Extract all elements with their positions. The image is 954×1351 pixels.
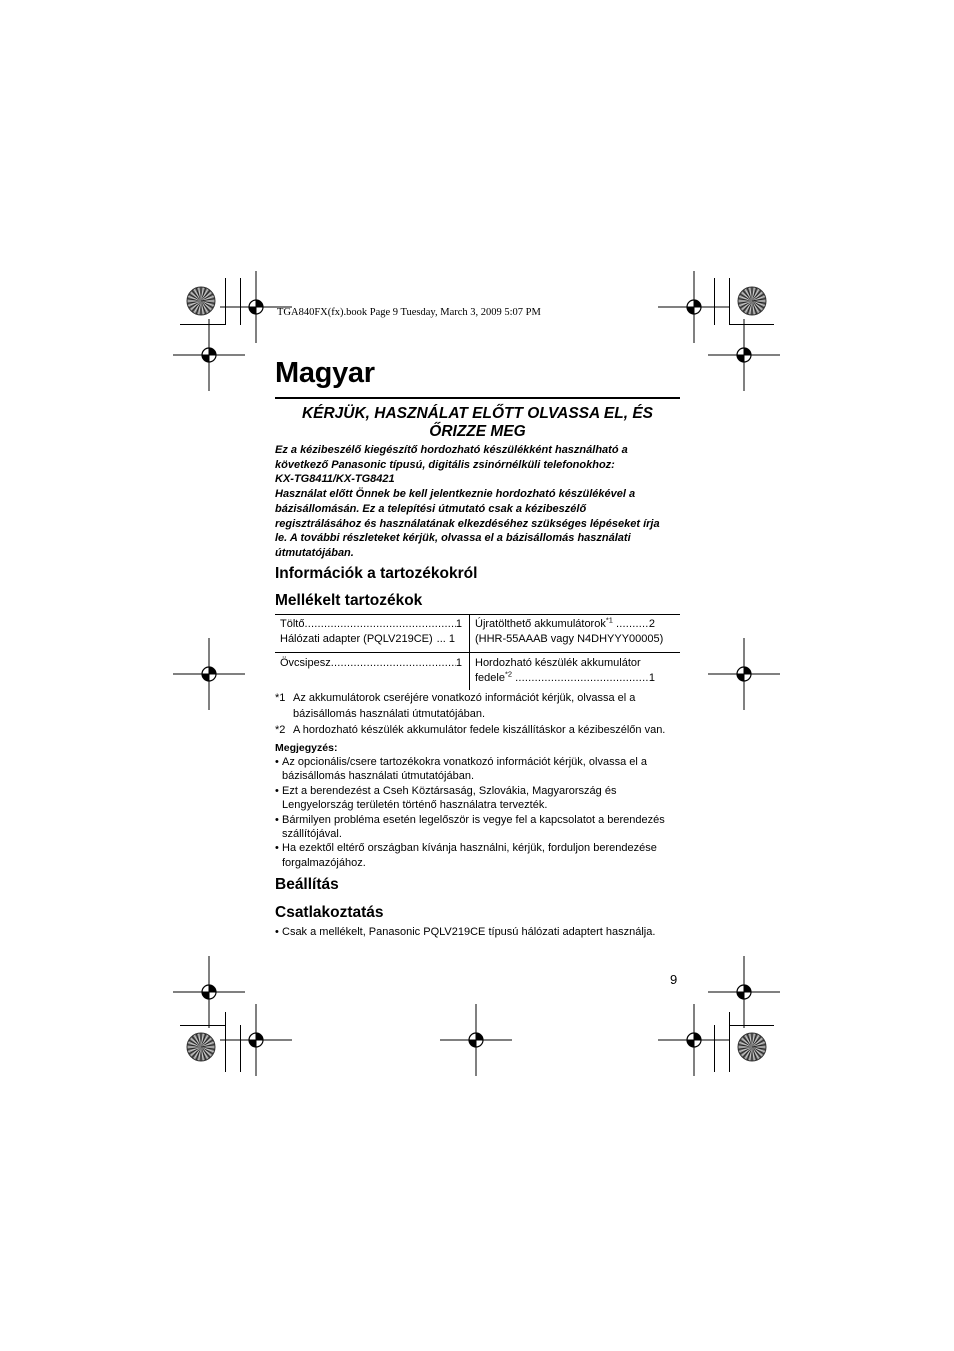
intro-line: regisztrálásához és használatának elkezdéséhez szükséges lépéseket írja: [275, 517, 660, 530]
page-title: Magyar: [275, 357, 375, 389]
note-title: Megjegyzés:: [275, 742, 338, 754]
title-rule: [275, 397, 680, 399]
intro-line: KX-TG8411/KX-TG8421: [275, 473, 395, 486]
accessory-qty: 1: [455, 657, 462, 669]
intro-line: le. A további részleteket kérjük, olvassa el a bázisállomás használati: [275, 532, 631, 545]
accessory-name: Övcsipesz: [280, 657, 331, 669]
note-text: szállítójával.: [282, 828, 342, 841]
accessory-name: Töltő: [280, 618, 305, 630]
book-info-line: TGA840FX(fx).book Page 9 Tuesday, March 3, 2009 5:07 PM: [277, 307, 541, 318]
connection-note: [275, 925, 690, 939]
accessory-name: Hordozható készülék akkumulátor: [475, 657, 641, 669]
leader-dots: [616, 617, 649, 632]
accessory-qty: 2: [648, 618, 655, 630]
list-item: • Az opcionális/csere tartozékokra vonatkozó információt kérjük, olvassa el a bázisállomás használati útmutatójában.: [275, 756, 648, 783]
footnote-text: A hordozható készülék akkumulátor fedele kiszállításkor a kézibeszélőn van.: [293, 724, 666, 736]
intro-paragraph: [275, 443, 685, 561]
note-text: Csak a mellékelt, Panasonic PQLV219CE típusú hálózati adaptert használja.: [282, 926, 656, 938]
crosshair-mark-icon: [220, 1004, 293, 1077]
star-target-icon: [737, 1032, 767, 1062]
leader-dots: [304, 617, 455, 632]
crosshair-mark-icon: [708, 319, 781, 392]
note-text: Ezt a berendezést a Cseh Köztársaság, Szlovákia, Magyarország és: [282, 784, 617, 797]
list-item: • Ha ezektől eltérő országban kívánja használni, kérjük, forduljon berendezése forgalmazójához.: [275, 842, 657, 869]
footnote-ref: *1: [605, 615, 613, 625]
crosshair-mark-icon: [708, 638, 781, 711]
intro-line: útmutatójában.: [275, 546, 354, 559]
footnote-mark: *1: [275, 692, 286, 704]
table-cell: [280, 617, 462, 646]
footnote-text: Az akkumulátorok cseréjére vonatkozó információt kérjük, olvassa el a: [293, 692, 636, 704]
note-text: Lengyelország területén történő használatra tervezték.: [282, 799, 548, 812]
heading-accessory-info: Információk a tartozékokról: [275, 565, 478, 582]
table-cell: [280, 656, 462, 671]
heading-connection: Csatlakoztatás: [275, 904, 384, 921]
crosshair-mark-icon: [658, 1004, 731, 1077]
list-item: • Csak a mellékelt, Panasonic PQLV219CE típusú hálózati adaptert használja.: [275, 926, 656, 938]
star-target-icon: [737, 286, 767, 316]
heading-setup: Beállítás: [275, 876, 339, 893]
crosshair-mark-icon: [440, 1004, 513, 1077]
section-heading-line2: ŐRIZZE MEG: [429, 423, 526, 440]
intro-line: következő Panasonic típusú, digitális zsinórnélküli telefonokhoz:: [275, 458, 615, 471]
accessory-name: [475, 617, 613, 632]
notes-list: [275, 755, 690, 870]
accessory-name: [475, 668, 513, 686]
accessory-name: Hálózati adapter (PQLV219CE): [280, 632, 433, 645]
star-target-icon: [186, 286, 216, 316]
footnote-mark: *2: [275, 724, 286, 736]
table-top-rule: [275, 614, 680, 615]
note-text: Az opcionális/csere tartozékokra vonatkozó információt kérjük, olvassa el a: [282, 756, 648, 768]
intro-line: Használat előtt Önnek be kell jelentkeznie hordozható készülékével a: [275, 488, 636, 501]
footnote-ref: *2: [504, 668, 513, 678]
table-vertical-rule: [469, 614, 470, 690]
accessory-name-text: fedele: [475, 671, 505, 684]
note-text: Ha ezektől eltérő országban kívánja használni, kérjük, forduljon berendezése: [282, 842, 657, 855]
section-heading-line1: KÉRJÜK, HASZNÁLAT ELŐTT OLVASSA EL, ÉS: [301, 405, 654, 422]
accessory-qty: 1: [455, 618, 462, 630]
leader-dots: [331, 656, 456, 671]
note-text: Bármilyen probléma esetén legelőször is vegye fel a kapcsolatot a berendezés: [282, 813, 665, 826]
intro-line: Ez a kézibeszélő kiegészítő hordozható készülékként használható a: [275, 444, 628, 456]
note-text: forgalmazójához.: [282, 856, 366, 869]
intro-line: bázisállomásán. Ez a telepítési útmutató csak a kézibeszélő: [275, 502, 587, 515]
table-cell: [475, 617, 663, 646]
accessory-qty: 1: [648, 671, 655, 684]
footnote-text: bázisállomás használati útmutatójában.: [293, 708, 486, 720]
star-target-icon: [186, 1032, 216, 1062]
page-number: 9: [670, 972, 678, 987]
footnote: [275, 722, 695, 738]
list-item: • Bármilyen probléma esetén legelőször is vegye fel a kapcsolatot a berendezés szállítójával.: [275, 813, 665, 841]
footnote: [275, 690, 695, 722]
crosshair-mark-icon: [173, 319, 246, 392]
accessory-row: [280, 617, 462, 632]
accessory-model: (HHR-55AAAB vagy N4DHYYY00005): [475, 632, 664, 645]
note-text: bázisállomás használati útmutatójában.: [282, 770, 475, 783]
section-heading: [275, 405, 680, 441]
accessory-row: [475, 668, 655, 686]
accessory-name-text: Újratölthető akkumulátorok: [475, 618, 606, 630]
list-item: • Ezt a berendezést a Cseh Köztársaság, Szlovákia, Magyarország és Lengyelország területén történő használatra tervezték.: [275, 784, 617, 812]
table-cell: [475, 656, 655, 685]
table-middle-rule: [275, 652, 680, 653]
accessory-qty: ... 1: [436, 632, 455, 645]
leader-dots: [515, 671, 649, 686]
heading-supplied-accessories: Mellékelt tartozékok: [275, 592, 423, 609]
accessory-row: [280, 656, 462, 671]
crosshair-mark-icon: [173, 638, 246, 711]
accessory-row: [475, 617, 655, 632]
accessory-row: [280, 632, 462, 647]
